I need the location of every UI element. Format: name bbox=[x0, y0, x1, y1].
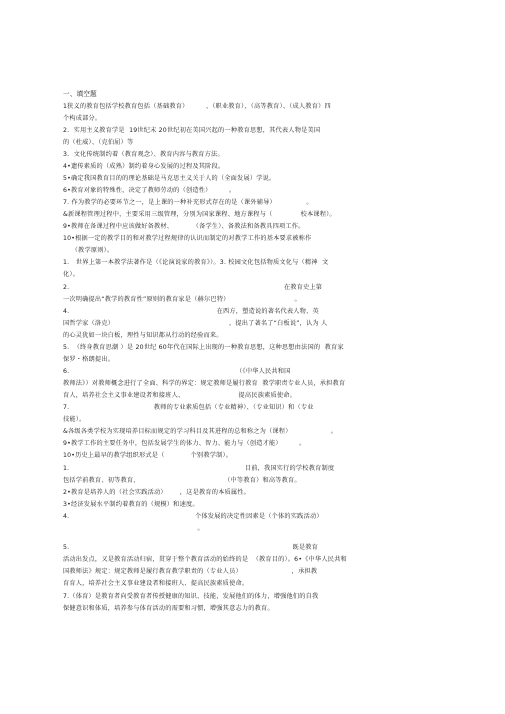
text-line: 育育人，培养社会主义事业建设者和接班人、提高民族素质使命。 bbox=[63, 580, 249, 587]
text-line: 3. 文化传统制约着（教育观念）、教育内容与教育方法。 bbox=[63, 151, 224, 158]
text-line: 3•经济发展水平制约着教育的（规模）和速度。 bbox=[63, 501, 199, 508]
text-line: 2. 在教育史上第 bbox=[63, 284, 323, 291]
text-line: 化）。 bbox=[63, 271, 80, 278]
text-line: 7. 作为教学的必要环节之一，是上课的一种补充形式存在的是（课外辅导） 。 bbox=[63, 199, 313, 206]
text-line: &新课程管理过程中，主要采用三级管理，分别为国家课程、地方课程与（ 校本课程）。 bbox=[63, 211, 336, 218]
text-line: 4•遗传素质的（成熟）制约着身心发展的过程及其阶段。 bbox=[63, 163, 225, 170]
text-line: 国教师法》规定：规定教师是履行教育教学职责的（专业人员） ，承担教 bbox=[63, 568, 318, 575]
text-line: 包括学前教育、初等教育、 （中等教育）和高等教育。 bbox=[63, 477, 301, 484]
text-line: 7. 教师的专业素质包括（专业精神）、（专业知识）和（专业 bbox=[63, 404, 314, 411]
text-line: 4. 个体发展的决定性因素是（个体的实践活动） bbox=[63, 513, 323, 520]
text-line: 9•教学工作的主要任务中，包括发展学生的体力、智力、能力与（创造才能） 。 bbox=[63, 440, 306, 447]
text-line: 技能）。 bbox=[63, 416, 86, 423]
text-line: 2. 实用主义教育学是 19世纪末 20世纪初在美国兴起的一种教育思想，其代表人物是美国 bbox=[63, 127, 321, 134]
text-line: 的心灵犹如一块白板，理性与知识都从行动的经验而来。 bbox=[63, 332, 223, 339]
text-line: 育人，培养社会主义事业建设者和接班人、 提高民族素质使命。 bbox=[63, 392, 297, 399]
text-line: 个构成部分。 bbox=[63, 115, 102, 122]
text-line: 10•根据一定的教学目的和对教学过程规律的认识而制定的对教学工作的基本要求被称作 bbox=[63, 235, 312, 242]
text-line: 6•教育对象的特殊性，决定了教师劳动的（创造性） 。 bbox=[63, 187, 236, 194]
text-line: 5. （终身教育思潮 ）是 20世纪 60年代在国际上出现的一种教育思想，这种思想由法国的 教育家 bbox=[63, 344, 344, 351]
text-line: 保罗・格朗提出。 bbox=[63, 356, 115, 363]
text-line: 1狭义的教育包括学校教育包括（基础教育） 、（职业教育）、（高等教育）、（成人教育）四 bbox=[63, 103, 331, 110]
text-line: 一次明确提出“教学的教育性”原则的教育家是（赫尔巴特） 。 bbox=[63, 296, 301, 303]
text-line: 5•确定我国教育目的的理论基础是马克思主义关于人的（全面发展）学说。 bbox=[63, 175, 276, 182]
text-line: 保健意识和体质，培养参与体育活动的需要和习惯，增强其意志力的教育。 bbox=[63, 605, 274, 612]
text-line: 国哲学家（洛克） ，提出了著名了“白板说”，认为 人 bbox=[63, 320, 328, 327]
text-line: 6. （《中华人民共和国 bbox=[63, 368, 291, 375]
text-line: （教学原则）。 bbox=[63, 247, 114, 254]
section-heading: 一、填空题 bbox=[63, 90, 97, 98]
text-line: &各级各类学校为实现培养目标而规定的学习科目及其进程的总和称之为（课程） 。 bbox=[63, 428, 337, 435]
text-line: 5. 既是教育 bbox=[63, 544, 319, 551]
text-line: 10•历史上最早的教学组织形式是（ 个别教学制）。 bbox=[63, 452, 233, 459]
text-line: 2•教育是培养人的（社会实践活动） ，这是教育的本质属性。 bbox=[63, 489, 251, 496]
text-line: 1. 目前，我国实行的学校教育制度 bbox=[63, 465, 335, 472]
text-line: 4. 在西方，塑造说的著名代表人物、英 bbox=[63, 308, 319, 315]
text-line: 教师法》）对教师概念进行了全面、科学的界定：规定教师是履行教育 教学职责专业人员，承担教育 bbox=[63, 380, 346, 387]
text-line: 。 bbox=[63, 525, 204, 532]
text-line: 的（杜威）、（克伯屈）等 bbox=[63, 139, 134, 146]
text-line: 9•教师在备课过程中应该做好备教材、 （备学生）、备教法和备教具四项工作。 bbox=[63, 223, 305, 230]
text-line: 活动出发点，又是教育活动归宿，贯穿于整个教育活动的始终的是 （教育目的）。6•《中华人民共和 bbox=[63, 556, 347, 563]
text-line: 7.（体育）是教育者向受教育者传授健康的知识、技能，发展他们的体力，增强他们的自我 bbox=[63, 593, 319, 600]
text-line: 1. 世界上第一本教学法著作是（《论演说家的教育》）。3. 校园文化包括物质文化与（精神 文 bbox=[63, 259, 329, 266]
